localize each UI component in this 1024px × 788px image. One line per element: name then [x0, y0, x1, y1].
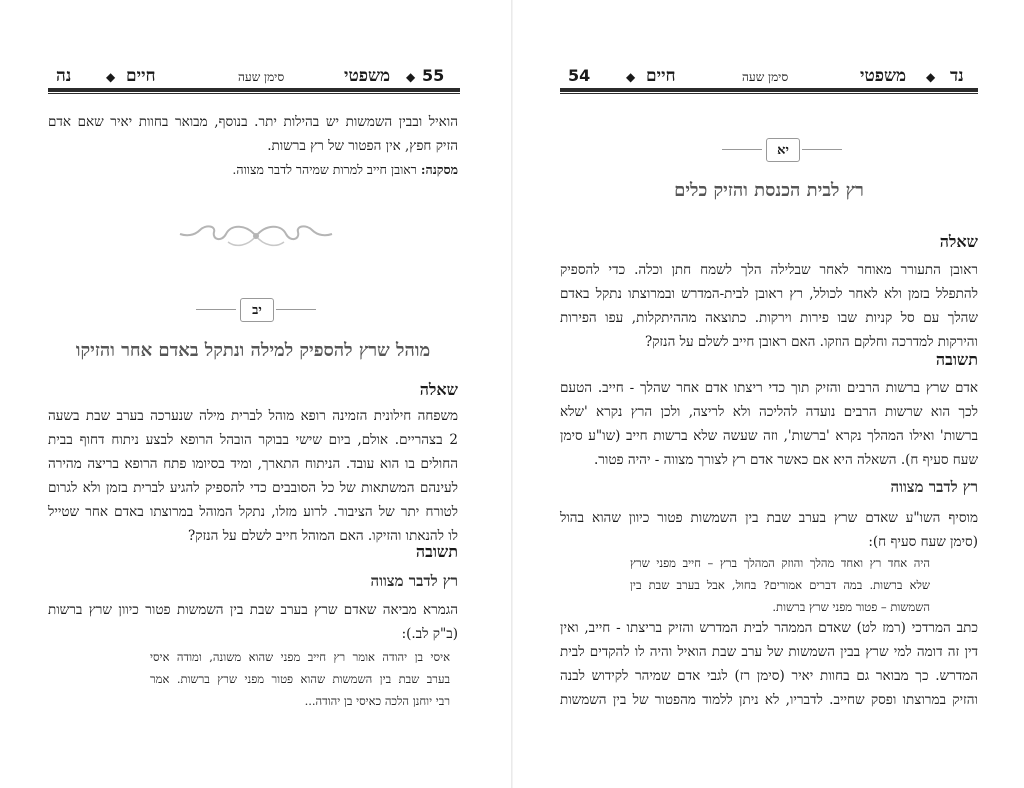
- text-line: אדם שרץ ברשות הרבים והזיק תוך כדי ריצתו אדם אחר שהלך - חייב. הטעם: [560, 380, 978, 396]
- badge-rule: [196, 309, 236, 310]
- left-sub-heading: רץ לדבר מצווה: [370, 572, 458, 590]
- text-line: המדרש. כך מבואר גם בחוות יאיר (סימן רז) לגבי אדם שמיהר לקידוש לבנה: [560, 668, 978, 684]
- text-line: (ב"ק לב.):: [401, 626, 458, 642]
- quote-line: רבי יוחנן הלכה כאיסי בן יהודה...: [304, 694, 450, 708]
- badge-rule: [722, 149, 762, 150]
- quote-line: שלא ברשות. במה דברים אמורים? בחול, אבל בערב שבת בין: [630, 578, 930, 592]
- right-question-heading: שאלה: [939, 232, 978, 251]
- quote-line: היה אחד רץ ואחד מהלך והוזק המהלך ברץ – חייב מפני שרץ: [630, 556, 930, 570]
- right-quote: [630, 552, 930, 618]
- text-line: החולים בו הוא עובד. הניתוח התארך, ומיד בסיומו פתח הרופא בריצה מהירה: [48, 456, 458, 472]
- text-line: לטורח יתר של הציבור. לרוע מזלו, נתקל המוהל במרוצתו באדם אחר שטייל: [48, 504, 458, 520]
- quote-line: השמשות – פטור מפני שרץ ברשות.: [772, 600, 930, 614]
- left-question-paragraph: [48, 404, 458, 548]
- right-header-hebrew-page: נד: [950, 66, 964, 86]
- left-header-book: משפטי: [344, 66, 391, 86]
- text-line: לעינהם המשתאות של כל הסובבים כדי להספיק להגיע לברית בזמן ולא לגרום: [48, 480, 458, 496]
- conclusion-label: מסקנה:: [420, 162, 458, 177]
- left-question-heading: שאלה: [419, 380, 458, 399]
- left-header-hebrew-page: נה: [56, 66, 72, 86]
- text-line: לכך הוא שרשות הרבים נועדה להליכה ולא לריצה, ולכן הרץ נקרא 'שלא: [560, 404, 978, 420]
- quote-line: איסי בן יהודה אומר רץ חייב מפני שהוא משונה, ומודה איסי: [150, 650, 450, 664]
- text-line: הואיל ובבין השמשות יש בהילות יתר. בנוסף, מבואר בחוות יאיר שאם אדם: [48, 114, 458, 130]
- text-line: ראובן התעורר מאוחר לאחר שבלילה הלך לשמח חתן וכלה. כדי להספיק: [560, 262, 978, 278]
- chapter-badge: [722, 138, 842, 162]
- diamond-ornament-icon: ◆: [626, 70, 636, 84]
- chapter-number: יא: [766, 138, 800, 162]
- right-question-paragraph: [560, 258, 978, 354]
- right-page: [512, 0, 1024, 788]
- chapter-badge: [196, 298, 316, 322]
- right-header-book: משפטי: [860, 66, 907, 86]
- left-chapter-title: מוהל שרץ להספיק למילה ונתקל באדם אחר והזיקו: [75, 340, 431, 361]
- left-running-header: [48, 62, 460, 88]
- right-mordechai-paragraph: [560, 616, 978, 712]
- right-shulchan-paragraph: [560, 506, 978, 554]
- left-answer-paragraph: [48, 598, 458, 646]
- text-line: (סימן שעח סעיף ח):: [868, 534, 978, 550]
- right-page-number: 54: [568, 66, 591, 85]
- text-line: שעח סעיף ח). השאלה היא אם כאשר אדם רץ לצורך מצווה - יהיה פטור.: [593, 452, 978, 468]
- text-line: משפחה חילונית הזמינה רופא מוהל לברית מילה שנערכה בערב שבת בשעה: [48, 408, 458, 424]
- text-line: שהלך עם סל קניות שבו פירות וירקות. כתוצאה מההיתקלות, עפו הפירות: [560, 310, 978, 326]
- conclusion-text: ראובן חייב למרות שמיהר לדבר מצווה.: [232, 162, 421, 177]
- text-line: הזיק חפץ, אין הפטור של רץ ברשות.: [267, 138, 458, 154]
- left-conclusion: [48, 158, 458, 182]
- diamond-ornament-icon: ◆: [926, 70, 936, 84]
- left-intro-paragraph: [48, 110, 458, 158]
- text-line: ברשות' ואילו המהלך נקרא 'ברשות', וזה שעשה שלא ברשות חייב (שו"ע סימן: [560, 428, 978, 444]
- quote-line: בערב שבת בין השמשות שהוא פטור מפני שרץ ברשות. אמר: [150, 672, 450, 686]
- text-line: 2 בצהריים. אולם, ביום שישי בבוקר הובהל הרופא לבצע ניתוח דחוף בבית: [48, 432, 458, 448]
- chapter-number: יב: [240, 298, 274, 322]
- left-answer-heading: תשובה: [415, 542, 458, 561]
- left-header-section: סימן שעה: [238, 70, 285, 84]
- right-answer-heading: תשובה: [935, 350, 978, 369]
- text-line: לו להנאתו והזיקו. האם המוהל חייב לשלם על הנזק?: [188, 528, 458, 544]
- text-line: הגמרא מביאה שאדם שרץ בערב שבת בין השמשות פטור כיוון שרץ ברשות: [48, 602, 458, 618]
- header-rule: [560, 88, 978, 92]
- right-chapter-title: רץ לבית הכנסת והזיק כלים: [674, 180, 864, 201]
- header-rule: [48, 88, 460, 92]
- right-header-section: סימן שעה: [742, 70, 789, 84]
- text-line: והזיק במרוצתו ופסק שחייב. לדבריו, לא ניתן ללמוד מהפטור של בין השמשות: [560, 692, 978, 708]
- flourish-divider-icon: [176, 216, 336, 256]
- diamond-ornament-icon: ◆: [406, 70, 416, 84]
- text-line: מוסיף השו"ע שאדם שרץ בערב שבת בין השמשות פטור כיוון שהוא בהול: [560, 510, 978, 526]
- left-page-number: 55: [422, 66, 445, 85]
- right-running-header: [560, 62, 978, 88]
- right-header-title: חיים: [646, 66, 676, 86]
- badge-rule: [802, 149, 842, 150]
- left-header-title: חיים: [126, 66, 156, 86]
- right-answer-paragraph: [560, 376, 978, 472]
- text-line: והירקות למדרכה וחלקם הוזקו. האם ראובן חייב לשלם על הנזק?: [644, 334, 978, 350]
- text-line: כתב המרדכי (רמז לט) שאדם הממהר לבית המדרש והזיק בריצתו - חייב, ואין: [560, 620, 978, 636]
- left-quote: [150, 646, 450, 712]
- text-line: להתפלל בזמן ולא לאחר לכולל, רץ ראובן לבית-המדרש ובמרוצתו נתקל באדם: [560, 286, 978, 302]
- diamond-ornament-icon: ◆: [106, 70, 116, 84]
- right-sub-heading: רץ לדבר מצווה: [890, 478, 978, 496]
- badge-rule: [276, 309, 316, 310]
- text-line: דין זה דומה למי שרץ בבין השמשות של ערב שבת הואיל והיה לו להקדים לבית: [560, 644, 978, 660]
